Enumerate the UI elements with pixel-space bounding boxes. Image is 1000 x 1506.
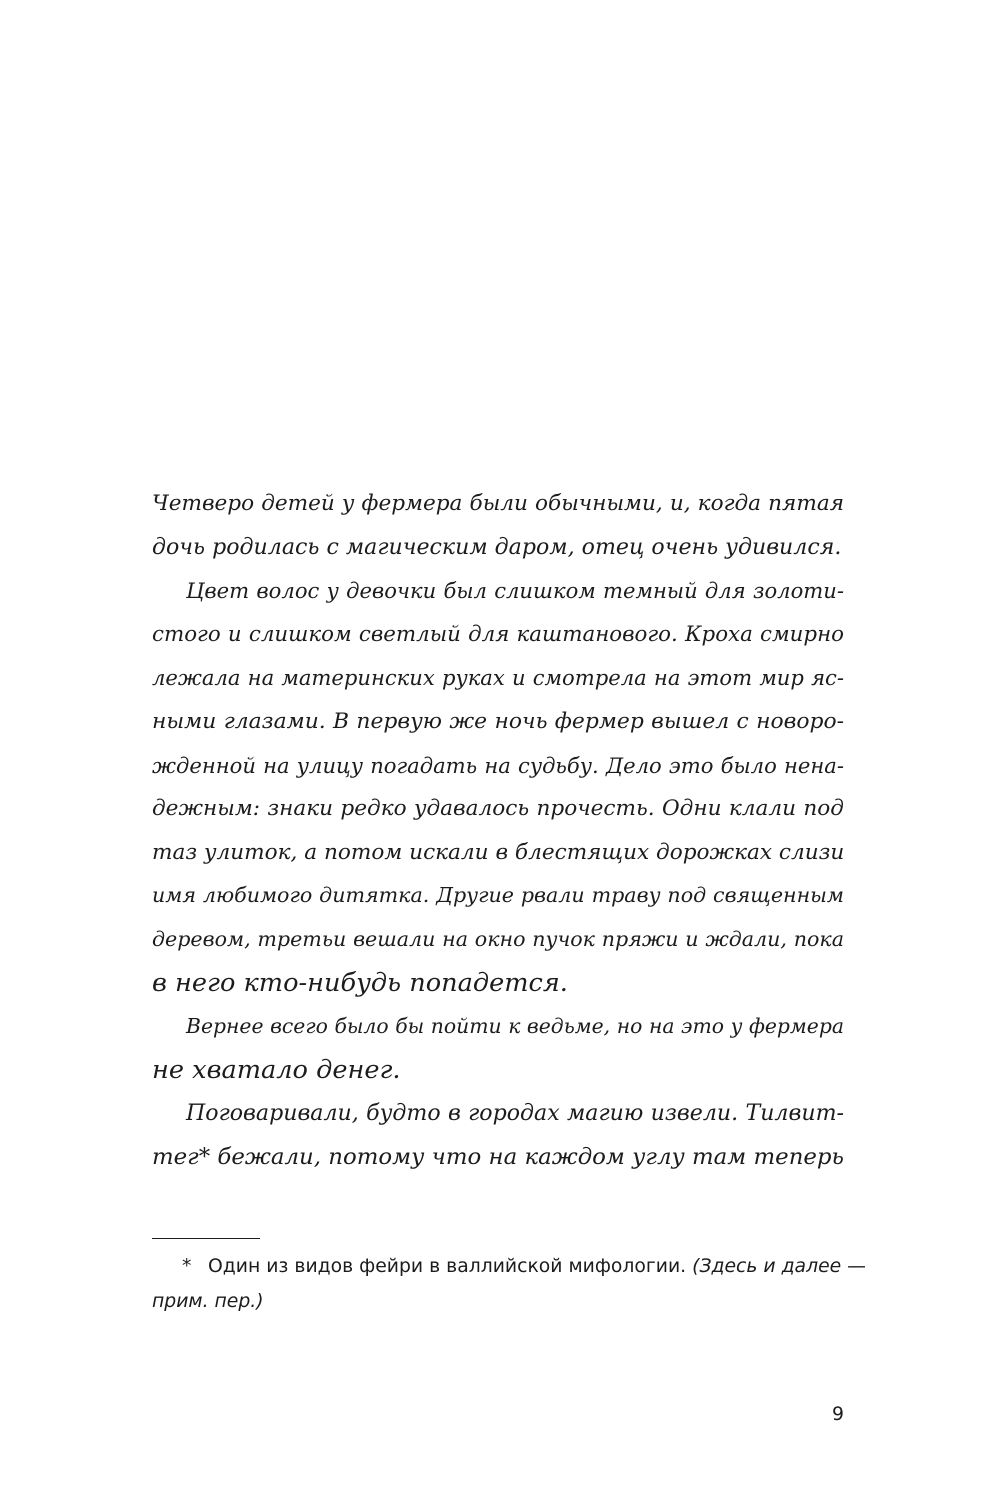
text-line: ными глазами. В первую же ночь фермер вышел с новоро- xyxy=(152,708,844,734)
text-line: деревом, третьи вешали на окно пучок пряжи и ждали, пока xyxy=(152,926,844,951)
footnote-line xyxy=(152,1249,866,1284)
text-line: Цвет волос у девочки был слишком темный для золоти- xyxy=(186,578,844,604)
text-line: в него кто-нибудь попадется. xyxy=(152,967,568,998)
page-number: 9 xyxy=(832,1404,844,1425)
footnote-text: Один из видов фейри в валлийской мифологии. xyxy=(208,1256,687,1277)
footnote-note-continued: прим. пер.) xyxy=(152,1291,264,1312)
footnote-marker: * xyxy=(182,1256,192,1277)
text-line: таз улиток, а потом искали в блестящих дорожках слизи xyxy=(152,839,845,865)
text-line: тег* бежали, потому что на каждом углу там теперь xyxy=(152,1143,844,1170)
text-line: жденной на улицу погадать на судьбу. Дело это было нена- xyxy=(152,752,844,778)
text-line: дежным: знаки редко удавалось прочесть. Одни клали под xyxy=(152,796,844,822)
text-line: Четверо детей у фермера были обычными, и, когда пятая xyxy=(152,491,844,516)
text-line: лежала на материнских руках и смотрела на этот мир яс- xyxy=(152,665,844,691)
footnote-divider xyxy=(152,1238,260,1239)
footnote-note: (Здесь и далее — xyxy=(692,1256,866,1277)
text-line: Вернее всего было бы пойти к ведьме, но на это у фермера xyxy=(186,1014,844,1039)
text-line: не хватало денег. xyxy=(152,1054,401,1085)
text-line: имя любимого дитятка. Другие рвали траву под священным xyxy=(152,883,844,908)
text-line: дочь родилась с магическим даром, отец очень удивился. xyxy=(152,533,842,560)
text-line: Поговаривали, будто в городах магию извели. Тилвит- xyxy=(186,1100,844,1127)
footnote xyxy=(152,1249,866,1319)
text-line: стого и слишком светлый для каштанового. Кроха смирно xyxy=(152,621,844,647)
main-text xyxy=(152,482,844,1180)
